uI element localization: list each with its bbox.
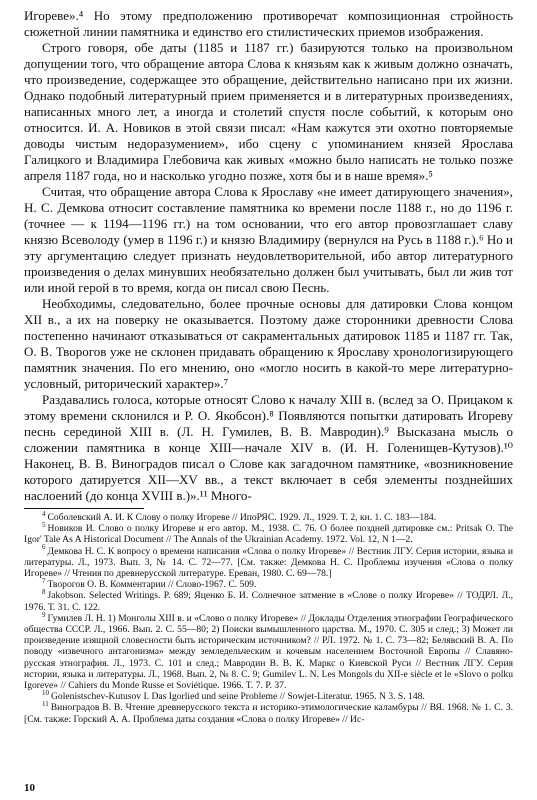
footnote-text: Соболевский А. И. К Слову о полку Игореве // ИпоРЯС. 1929. Л., 1929. Т. 2, кн. 1. С. 183—184. bbox=[47, 512, 437, 523]
footnote-text: Гумилев Л. Н. 1) Монголы XIII в. и «Слово о полку Игореве» // Доклады Отделения этнографии Географического общества СССР. Л., 1966. Вып. 2. С. 55—80; 2) Поиски вымышленного царства. М., 1970. С. 305 и след.; 3) Может ли произведение изящной словесности быть историческим источником? // РЛ. 1972. № 1. С. 73—82; Белявский В. А. По поводу «извечного антагонизма» между земледельческим и кочевым населением Восточной Европы // Славяно-русская этнография. Л., 1973. С. 101 и след.; Мавродин В. В. К. Маркс о Киевской Руси // Вестник ЛГУ. Серия истории, языка и литературы. Л., 1968. Вып. 2, № 8. С. 9; Gumilev L. N. Les Mongols du XII-e siècle et le «Slovo o polku Igoreve» // Cahiers du Monde Russe et Soviétique. 1966. T. 7. P. 37. bbox=[24, 612, 513, 692]
footnote-text: Виноградов В. В. Чтение древнерусского текста и историко-этимологические каламбуры // ВЯ. 1968. № 1. С. 3. [См. также: Горский А. А. Проблема даты создания «Слова о полку Игореве» // Ис- bbox=[24, 702, 513, 725]
footnote-number: 5 bbox=[42, 521, 46, 530]
paragraph: Считая, что обращение автора Слова к Ярославу «не имеет датирующего значения», Н. С. Демкова относит составление памятника ко времени после 1188 г., но до 1196 г. (точнее — к 1194—1196 гг.) на том основании, что его автор провозглашает славу князю Всеволоду (умер в 1196 г.) и князю Владимиру (вернулся на Русь в 1188 г.).⁶ Но и эту аргументацию следует признать неудовлетворительной, ибо автор литературного произведения о делах минувших необязательно должен был учитывать, был ли жив тот или иной герой в то время, когда он писал свою Песнь. bbox=[24, 184, 513, 295]
footnote bbox=[24, 523, 513, 545]
footnote-number: 4 bbox=[42, 509, 46, 518]
paragraph: Необходимы, следовательно, более прочные основы для датировки Слова концом XII в., а их на поверку не оказывается. Поэтому даже сторонники древности Слова постепенно начинают отказываться от сакраментальных датировок 1185 и 1187 гг. Так, О. В. Творогов уже не склонен придавать обращению к Ярославу хронологизирующего памятник значения. По его мнению, оно «могло носить в какой-то мере литературно-условный, риторический характер».⁷ bbox=[24, 296, 513, 391]
footnote bbox=[24, 702, 513, 724]
footnote-text: Творогов О. В. Комментарии // Слово-1967. С. 509. bbox=[47, 579, 257, 591]
footnote-text: Демкова Н. С. К вопросу о времени написания «Слова о полку Игореве» // Вестник ЛГУ. Серия истории, языка и литературы. Л., 1973. Вып. 3, № 14. С. 72—77. [См. также: Демкова Н. С. Проблемы изучения «Слова о полку Игореве» // Чтения по древнерусской литературе. Ереван, 1980. С. 69—78.] bbox=[24, 545, 513, 580]
footnote bbox=[24, 590, 513, 612]
footnote bbox=[24, 610, 513, 692]
page-number: 10 bbox=[24, 782, 35, 794]
footnote-divider bbox=[24, 508, 144, 509]
footnote-number: 6 bbox=[42, 543, 46, 552]
footnote bbox=[24, 543, 513, 580]
main-text bbox=[24, 8, 513, 504]
paragraph: Строго говоря, обе даты (1185 и 1187 гг.) базируются только на произвольном допущении того, что обращение автора Слова к князьям как к живым должно означать, что произведение, содержащее это обращение, действительно написано при их жизни. Однако подобный литературный прием применяется и в литературных произведениях, написанных много лет, а иногда и столетий спустя после событий, к которым оно относится. И. А. Новиков в этой связи писал: «Нам кажутся эти охотно повторяемые доводы чистым недоразумением», ибо сцену с упоминанием князей Ярослава Галицкого и Владимира Глебовича как живых «можно было написать не только позже апреля 1187 года, но и насколько угодно позже, хотя бы и в наше время».⁵ bbox=[24, 40, 513, 183]
footnote-number: 9 bbox=[42, 610, 46, 619]
footnote-text: Новиков И. Слово о полку Игореве и его автор. М., 1938. С. 76. О более поздней датировке см.: Pritsak O. The Igor' Tale As A Historical Document // The Annals of the Ukrainian Academy. 1972. Vol. 12, N 1—2. bbox=[24, 523, 513, 546]
footnote-number: 11 bbox=[42, 700, 49, 709]
footnote-number: 10 bbox=[42, 689, 49, 698]
footnote-text: Jakobson. Selected Writings. P. 689; Яценко Б. И. Солнечное затмение в «Слове о полку Игореве» // ТОДРЛ. Л., 1976. Т. 31. С. 122. bbox=[24, 590, 513, 613]
footnote-number: 8 bbox=[42, 588, 46, 597]
footnote bbox=[24, 579, 513, 590]
paragraph-continued: Игореве».⁴ Но этому предположению противоречат композиционная стройность сюжетной линии памятника и единство его стилистических приемов изображения. bbox=[24, 8, 513, 39]
footnote-number: 7 bbox=[42, 577, 46, 586]
footnote bbox=[24, 509, 513, 523]
footnote-text: Golenistschev-Kutusov I. Das Igorlied und seine Probleme // Sowjet-Literatur. 1965. N 3. S. 148. bbox=[51, 691, 425, 703]
footnote bbox=[24, 691, 513, 702]
footnotes bbox=[24, 509, 513, 725]
paragraph: Раздавались голоса, которые относят Слово к началу XIII в. (вслед за О. Прицаком к этому времени склонился и Р. О. Якобсон).⁸ Появляются попытки датировать Игореву песнь серединой XIII в. (Л. Н. Гумилев, В. В. Мавродин).⁹ Высказана мысль о сложении памятника в конце XIII—начале XIV в. (И. Н. Голенищев-Кутузов).¹⁰ Наконец, В. В. Виноградов писал о Слове как загадочном памятнике, «возникновение которого датируется XII—XV вв., а текст включает в себя элементы позднейших наслоений (до конца XVIII в.)».¹¹ Много- bbox=[24, 392, 513, 503]
